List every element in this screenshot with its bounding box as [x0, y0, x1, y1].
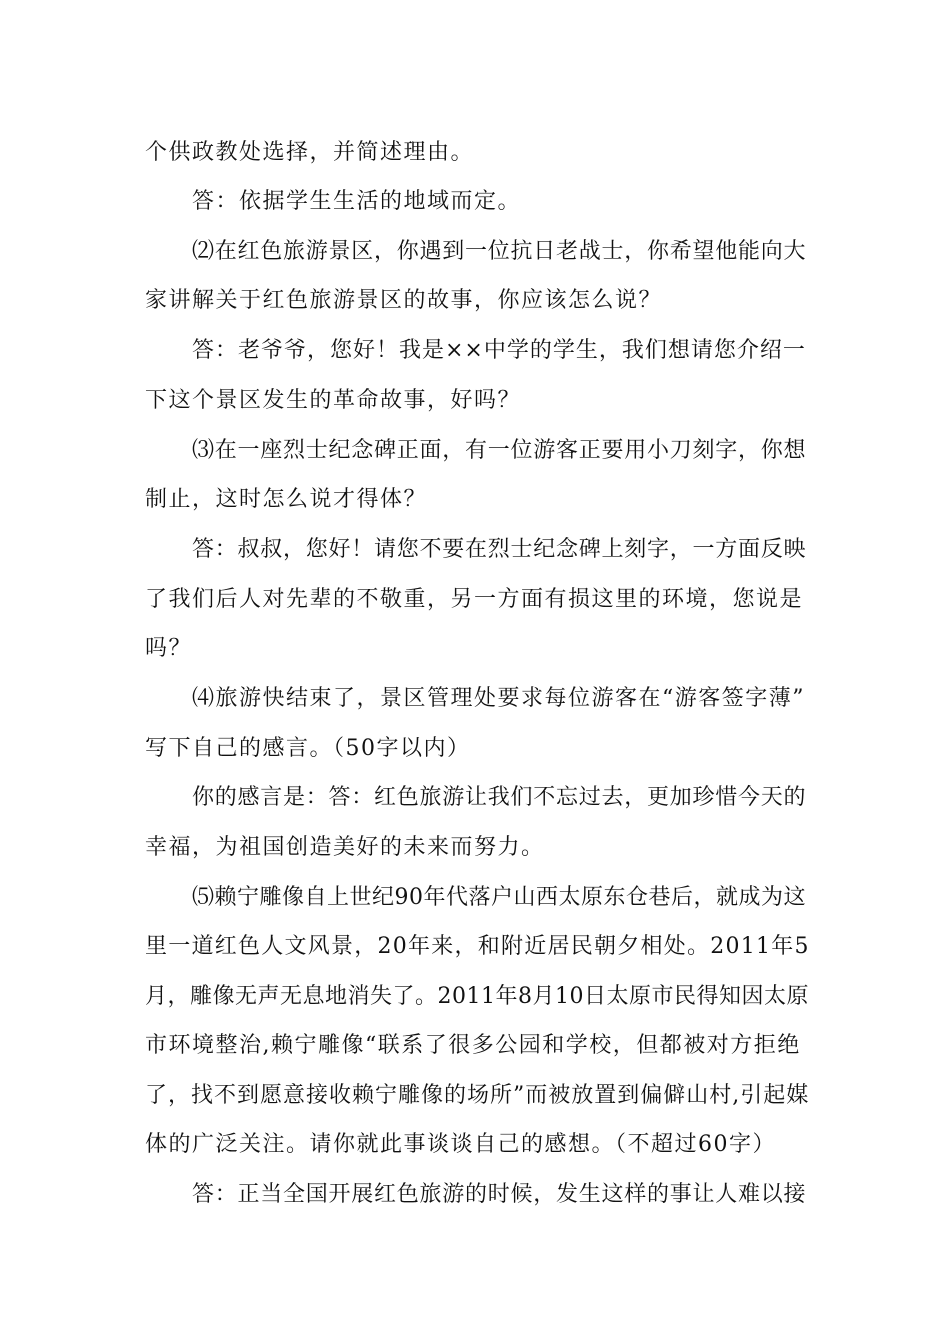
- text-line: 个供政教处选择，并简述理由。: [145, 140, 475, 165]
- text-line: 幸福，为祖国创造美好的未来而努力。: [145, 835, 545, 860]
- text-line: 了我们后人对先辈的不敬重，另一方面有损这里的环境，您说是: [145, 587, 804, 612]
- text-line: 制止，这时怎么说才得体？: [145, 487, 428, 512]
- text-line: 市环境整治,赖宁雕像“联系了很多公园和学校，但都被对方拒绝: [145, 1033, 801, 1058]
- answer-line: 你的感言是：答：红色旅游让我们不忘过去，更加珍惜今天的: [192, 785, 807, 810]
- text-line: 下这个景区发生的革命故事，好吗？: [145, 388, 522, 413]
- question-line: ⑵在红色旅游景区，你遇到一位抗日老战士，你希望他能向大: [192, 239, 807, 264]
- question-line: ⑸赖宁雕像自上世纪90年代落户山西太原东仓巷后，就成为这: [192, 885, 806, 910]
- text-line: 写下自己的感言。（50字以内）: [145, 736, 471, 761]
- text-line: 了，找不到愿意接收赖宁雕像的场所”而被放置到偏僻山村,引起媒: [145, 1083, 810, 1108]
- answer-line: 答：依据学生生活的地域而定。: [192, 189, 522, 214]
- question-line: ⑶在一座烈士纪念碑正面，有一位游客正要用小刀刻字，你想: [192, 438, 807, 463]
- answer-line: 答：正当全国开展红色旅游的时候，发生这样的事让人难以接: [192, 1182, 807, 1207]
- answer-line: 答：老爷爷，您好！我是××中学的学生，我们想请您介绍一: [192, 338, 806, 363]
- text-line: 月，雕像无声无息地消失了。2011年8月10日太原市民得知因太原: [145, 984, 809, 1009]
- text-line: 家讲解关于红色旅游景区的故事，你应该怎么说？: [145, 288, 663, 313]
- text-line: 吗？: [145, 636, 193, 661]
- text-line: 里一道红色人文风景，20年来，和附近居民朝夕相处。2011年5: [145, 934, 810, 959]
- answer-line: 答：叔叔，您好！请您不要在烈士纪念碑上刻字，一方面反映: [192, 537, 807, 562]
- question-line: ⑷旅游快结束了，景区管理处要求每位游客在“游客签字薄”: [192, 686, 805, 711]
- text-line: 体的广泛关注。请你就此事谈谈自己的感想。（不超过60字）: [145, 1132, 776, 1157]
